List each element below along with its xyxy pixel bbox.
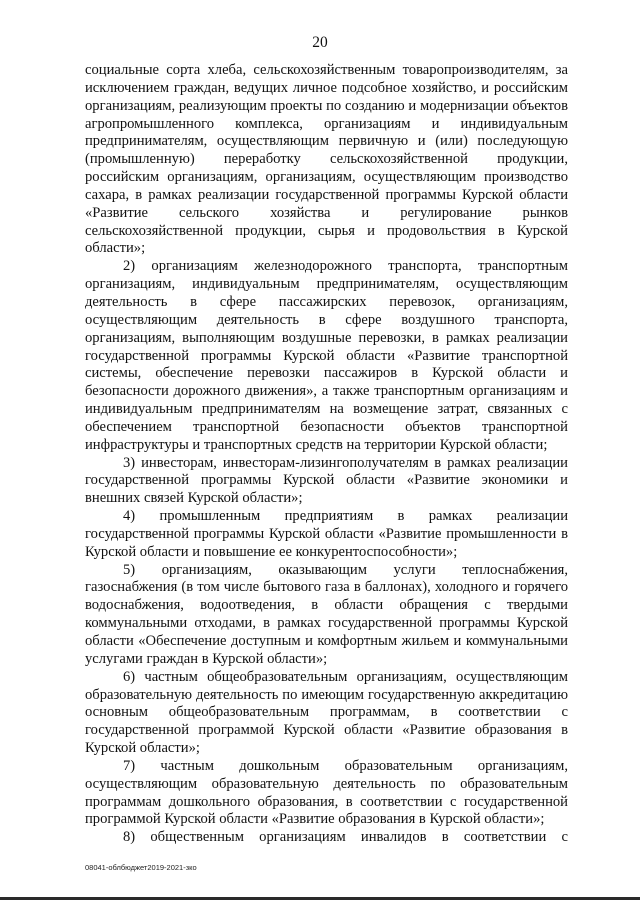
paragraph-item-7: 7) частным дошкольным образовательным организациям, осуществляющим образовательную деятельность по образовательным программам дошкольного образования, в соответствии с государственной программой Курской области «Развитие образования в Курской области»;	[85, 757, 568, 828]
footer-document-code: 08041-облбюджет2019-2021-зко	[85, 863, 197, 872]
paragraph-item-2: 2) организациям железнодорожного транспорта, транспортным организациям, индивидуальным предпринимателям, осуществляющим деятельность в сфере пассажирских перевозок, организациям, осуществляющим деятельность в сфере воздушного транспорта, организациям, выполняющим воздушные перевозки, в рамках реализации государственной программы Курской области «Развитие транспортной системы, обеспечение перевозки пассажиров в Курской области и безопасности дорожного движения», а также транспортным организациям и индивидуальным предпринимателям на возмещение затрат, связанных с обеспечением транспортной безопасности объектов транспортной инфраструктуры и транспортных средств на территории Курской области;	[85, 258, 568, 453]
paragraph-item-5: 5) организациям, оказывающим услуги теплоснабжения, газоснабжения (в том числе бытового газа в баллонах), холодного и горячего водоснабжения, водоотведения, в области обращения с твердыми коммунальными отходами, в рамках государственной программы Курской области «Обеспечение доступным и комфортным жильем и коммунальными услугами граждан в Курской области»;	[85, 561, 568, 667]
page-bottom-edge	[0, 897, 640, 900]
paragraph-item-4: 4) промышленным предприятиям в рамках реализации государственной программы Курской области «Развитие промышленности в Курской области и повышение ее конкурентоспособности»;	[85, 508, 568, 560]
paragraph-item-8: 8) общественным организациям инвалидов в соответствии с	[123, 829, 568, 846]
paragraph-item-6: 6) частным общеобразовательным организациям, осуществляющим образовательную деятельность по имеющим государственную аккредитацию основным общеобразовательным программам, в соответствии с государственной программой Курской области «Развитие образования в Курской области»;	[85, 668, 568, 757]
paragraph-1-continuation: социальные сорта хлеба, сельскохозяйственным товаропроизводителям, за исключением граждан, ведущих личное подсобное хозяйство, и российским организациям, реализующим проекты по созданию и модернизации объектов агропромышленного комплекса, организациям и индивидуальным предпринимателям, осуществляющим первичную и (или) последующую (промышленную) переработку сельскохозяйственной продукции, российским организациям, организациям, осуществляющим производство сахара, в рамках реализации государственной программы Курской области «Развитие сельского хозяйства и регулирование рынков сельскохозяйственной продукции, сырья и продовольствия в Курской области»;	[85, 62, 568, 257]
paragraph-item-3: 3) инвесторам, инвесторам-лизингополучателям в рамках реализации государственной программы Курской области «Развитие экономики и внешних связей Курской области»;	[85, 454, 568, 507]
document-body	[85, 62, 568, 847]
page-number: 20	[312, 34, 328, 51]
